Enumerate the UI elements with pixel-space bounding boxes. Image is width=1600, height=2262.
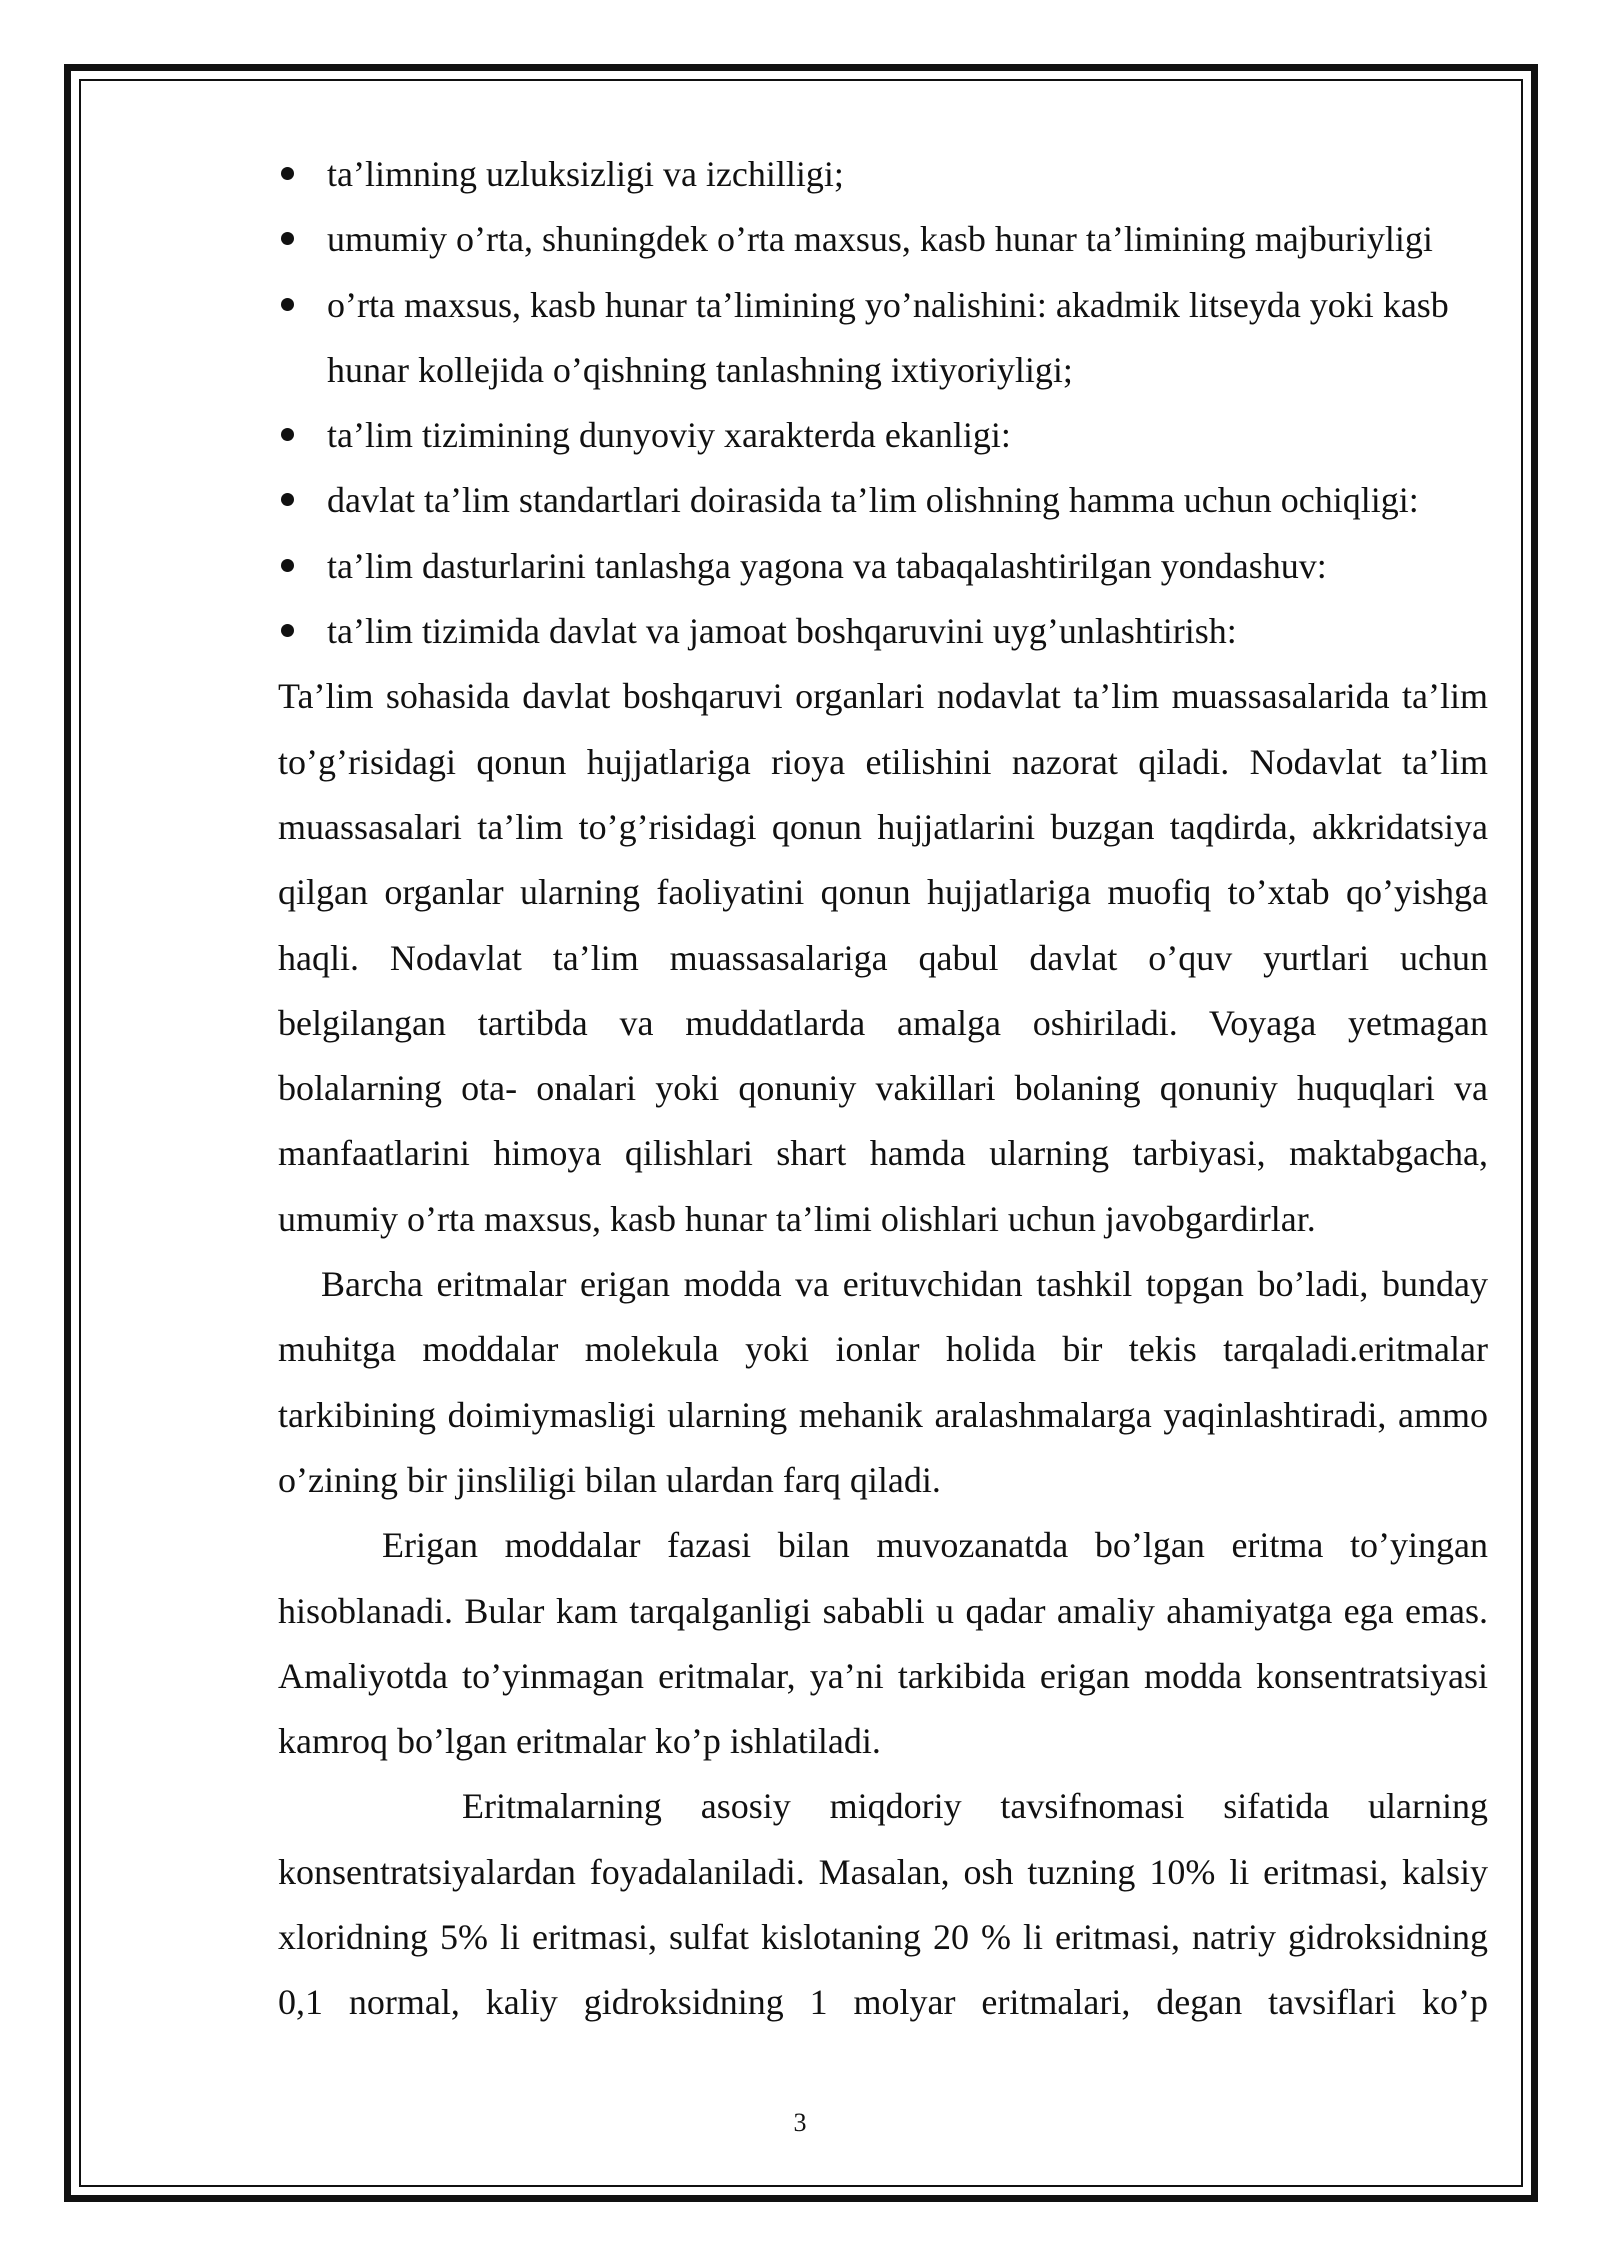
bullet-dot-icon <box>281 559 294 572</box>
bullet-dot-icon <box>281 298 294 311</box>
paragraph-solutions-composition: Barcha eritmalar erigan modda va erituvchidan tashkil topgan bo’ladi, bunday muhitga moddalar molekula yoki ionlar holida bir tekis tarqaladi.eritmalar tarkibining doimiymasligi ularning mehanik aralashmalarga yaqinlashtiradi, ammo o’zining bir jinsliligi bilan ulardan farq qiladi. <box>278 1264 1488 1500</box>
bullet-dot-icon <box>281 232 294 245</box>
bullet-text: ta’limning uzluksizligi va izchilligi; <box>327 154 844 194</box>
bullet-dot-icon <box>281 493 294 506</box>
bullet-text: davlat ta’lim standartlari doirasida ta’lim olishning hamma uchun ochiqligi: <box>327 480 1419 521</box>
paragraph-education-governance: Ta’lim sohasida davlat boshqaruvi organlari nodavlat ta’lim muassasalarida ta’lim to’g’risidagi qonun hujjatlariga rioya etilishini nazorat qiladi. Nodavlat ta’lim muassasalari ta’lim to’g’risidagi qonun hujjatlarini buzgan taqdirda, akkridatsiya qilgan organlar ularning faoliyatini qonun hujjatlariga muofiq to’xtab qo’yishga haqli. Nodavlat ta’lim muassasalariga qabul davlat o’quv yurtlari uchun belgilangan tartibda va muddatlarda amalga oshiriladi. Voyaga yetmagan bolalarning ota- onalari yoki qonuniy vakillari bolaning qonuniy huquqlari va manfaatlarini himoya qilishlari shart hamda ularning tarbiyasi, maktabgacha, umumiy o’rta maxsus, kasb hunar ta’limi olishlari uchun javobgardirlar. <box>278 676 1488 1239</box>
bullet-text: ta’lim tizimining dunyoviy xarakterda ekanligi: <box>327 415 1011 456</box>
bullet-text: ta’lim dasturlarini tanlashga yagona va tabaqalashtirilgan yondashuv: <box>327 545 1327 586</box>
bullet-item <box>278 534 1488 599</box>
bullet-item <box>278 207 1488 272</box>
bullet-dot-icon <box>281 167 294 180</box>
bullet-item <box>278 273 1488 404</box>
page-content <box>278 142 1488 2036</box>
paragraph-saturated-solutions: Erigan moddalar fazasi bilan muvozanatda bo’lgan eritma to’yingan hisoblanadi. Bular kam tarqalganligi sababli u qadar amaliy ahamiyatga ega emas. Amaliyotda to’yinmagan eritmalar, ya’ni tarkibida erigan modda konsentratsiyasi kamroq bo’lgan eritmalar ko’p ishlatiladi. <box>278 1525 1488 1762</box>
page-number: 3 <box>793 2108 807 2137</box>
bullet-item <box>278 468 1488 533</box>
bullet-text: umumiy o’rta, shuningdek o’rta maxsus, kasb hunar ta’limining majburiyligi <box>327 219 1433 260</box>
bullet-text: o’rta maxsus, kasb hunar ta’limining yo’nalishini: akadmik litseyda yoki kasb hunar kollejida o’qishning tanlashning ixtiyoriyligi; <box>327 284 1449 390</box>
bullet-dot-icon <box>281 624 294 637</box>
bullet-item <box>278 142 1488 207</box>
bullet-list <box>278 142 1488 664</box>
bullet-dot-icon <box>281 428 294 441</box>
bullet-text: ta’lim tizimida davlat va jamoat boshqaruvini uyg’unlashtirish: <box>327 611 1237 652</box>
bullet-item <box>278 599 1488 664</box>
bullet-item <box>278 403 1488 468</box>
paragraph-concentration: Eritmalarning asosiy miqdoriy tavsifnomasi sifatida ularning konsentratsiyalardan foyadalaniladi. Masalan, osh tuzning 10% li eritmasi, kalsiy xloridning 5% li eritmasi, sulfat kislotaning 20 % li eritmasi, natriy gidroksidning 0,1 normal, kaliy gidroksidning 1 molyar eritmalari, degan tavsiflari ko’p <box>278 1786 1488 2023</box>
